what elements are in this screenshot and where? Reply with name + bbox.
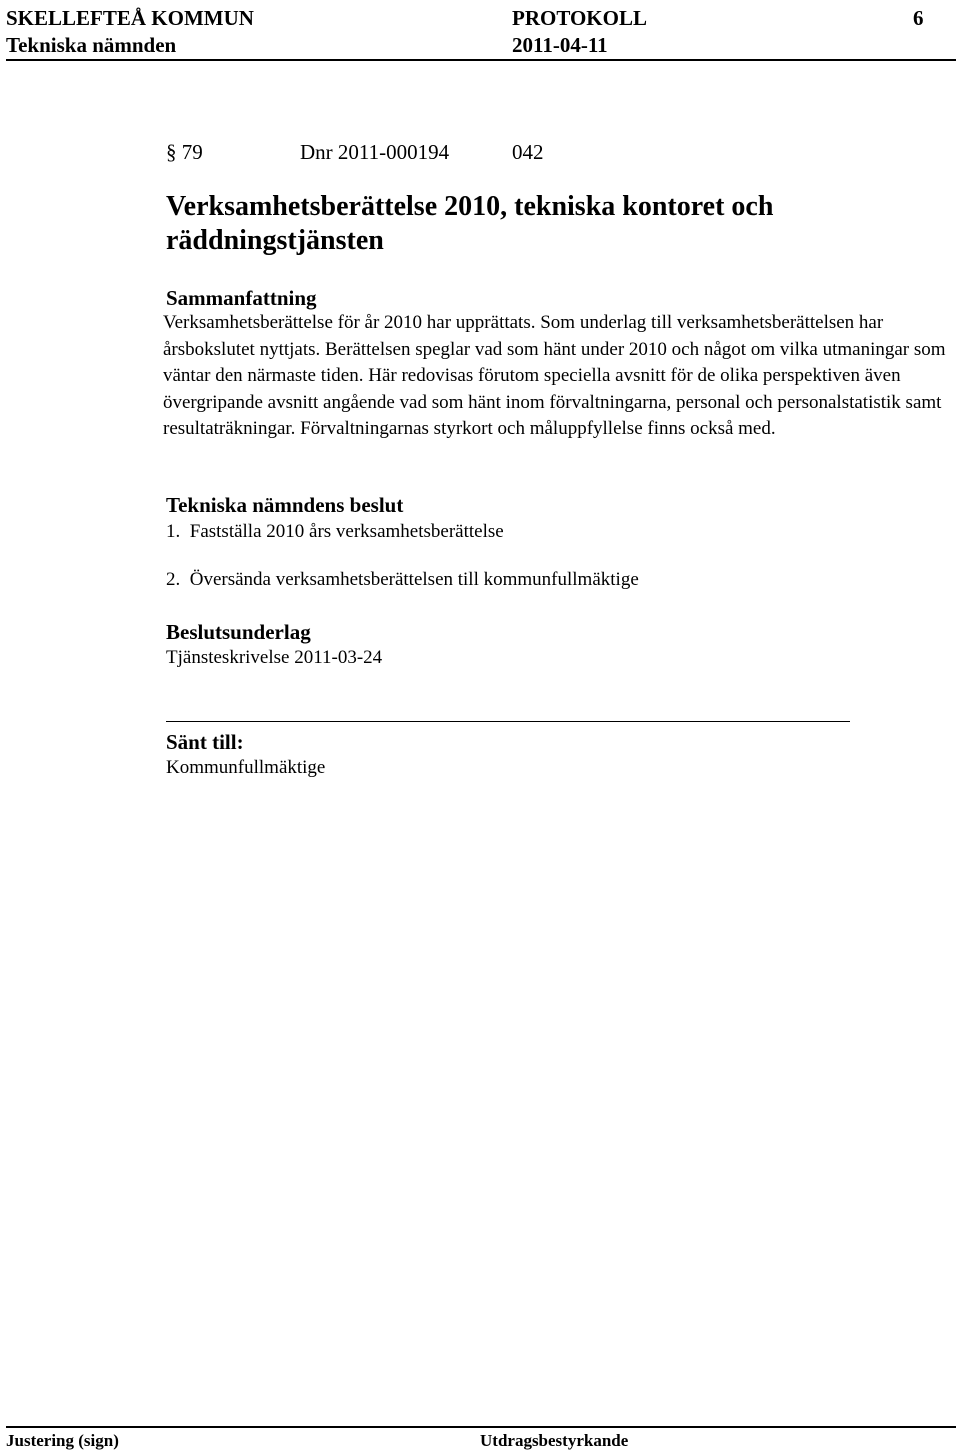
header-date: 2011-04-11 bbox=[512, 33, 608, 57]
decision-item-1: 1. Fastställa 2010 års verksamhetsberättelse bbox=[166, 521, 504, 542]
footer-utdragsbestyrkande: Utdragsbestyrkande bbox=[480, 1431, 629, 1450]
header-committee: Tekniska nämnden bbox=[6, 33, 177, 57]
separator-line bbox=[166, 721, 850, 722]
basis-heading: Beslutsunderlag bbox=[166, 620, 311, 644]
decision-item-2: 2. Översända verksamhetsberättelsen till kommunfullmäktige bbox=[166, 569, 639, 590]
paragraph-number: § 79 bbox=[166, 140, 203, 164]
basis-text: Tjänsteskrivelse 2011-03-24 bbox=[166, 647, 383, 668]
sent-to-text: Kommunfullmäktige bbox=[166, 757, 326, 778]
page-number: 6 bbox=[913, 6, 924, 30]
decision-heading: Tekniska nämndens beslut bbox=[166, 493, 404, 517]
page-title: Verksamhetsberättelse 2010, tekniska kontoret och räddningstjänsten bbox=[166, 191, 774, 256]
dnr-number: Dnr 2011-000194 bbox=[300, 140, 450, 164]
header-org: SKELLEFTEÅ KOMMUN bbox=[6, 6, 254, 30]
header-divider bbox=[6, 59, 956, 61]
sent-to-heading: Sänt till: bbox=[166, 730, 244, 754]
footer-divider bbox=[6, 1426, 956, 1428]
summary-heading: Sammanfattning bbox=[166, 286, 317, 310]
summary-text: Verksamhetsberättelse för år 2010 har upprättats. Som underlag till verksamhetsberättelsen har årsbokslutet nyttjats. Berättelsen speglar vad som hänt under 2010 och något om vilka utmaningar som väntar den närmaste tiden. Här redovisas förutom speciella avsnitt för de olika perspektiven även övergripande avsnitt angående vad som hänt inom förvaltningarna, personal och personalstatistik samt resultaträkningar. Förvaltningarnas styrkort och måluppfyllelse finns också med. bbox=[163, 312, 946, 439]
footer-justering: Justering (sign) bbox=[6, 1431, 119, 1450]
header-doc-type: PROTOKOLL bbox=[512, 6, 647, 30]
archive-code: 042 bbox=[512, 140, 544, 164]
